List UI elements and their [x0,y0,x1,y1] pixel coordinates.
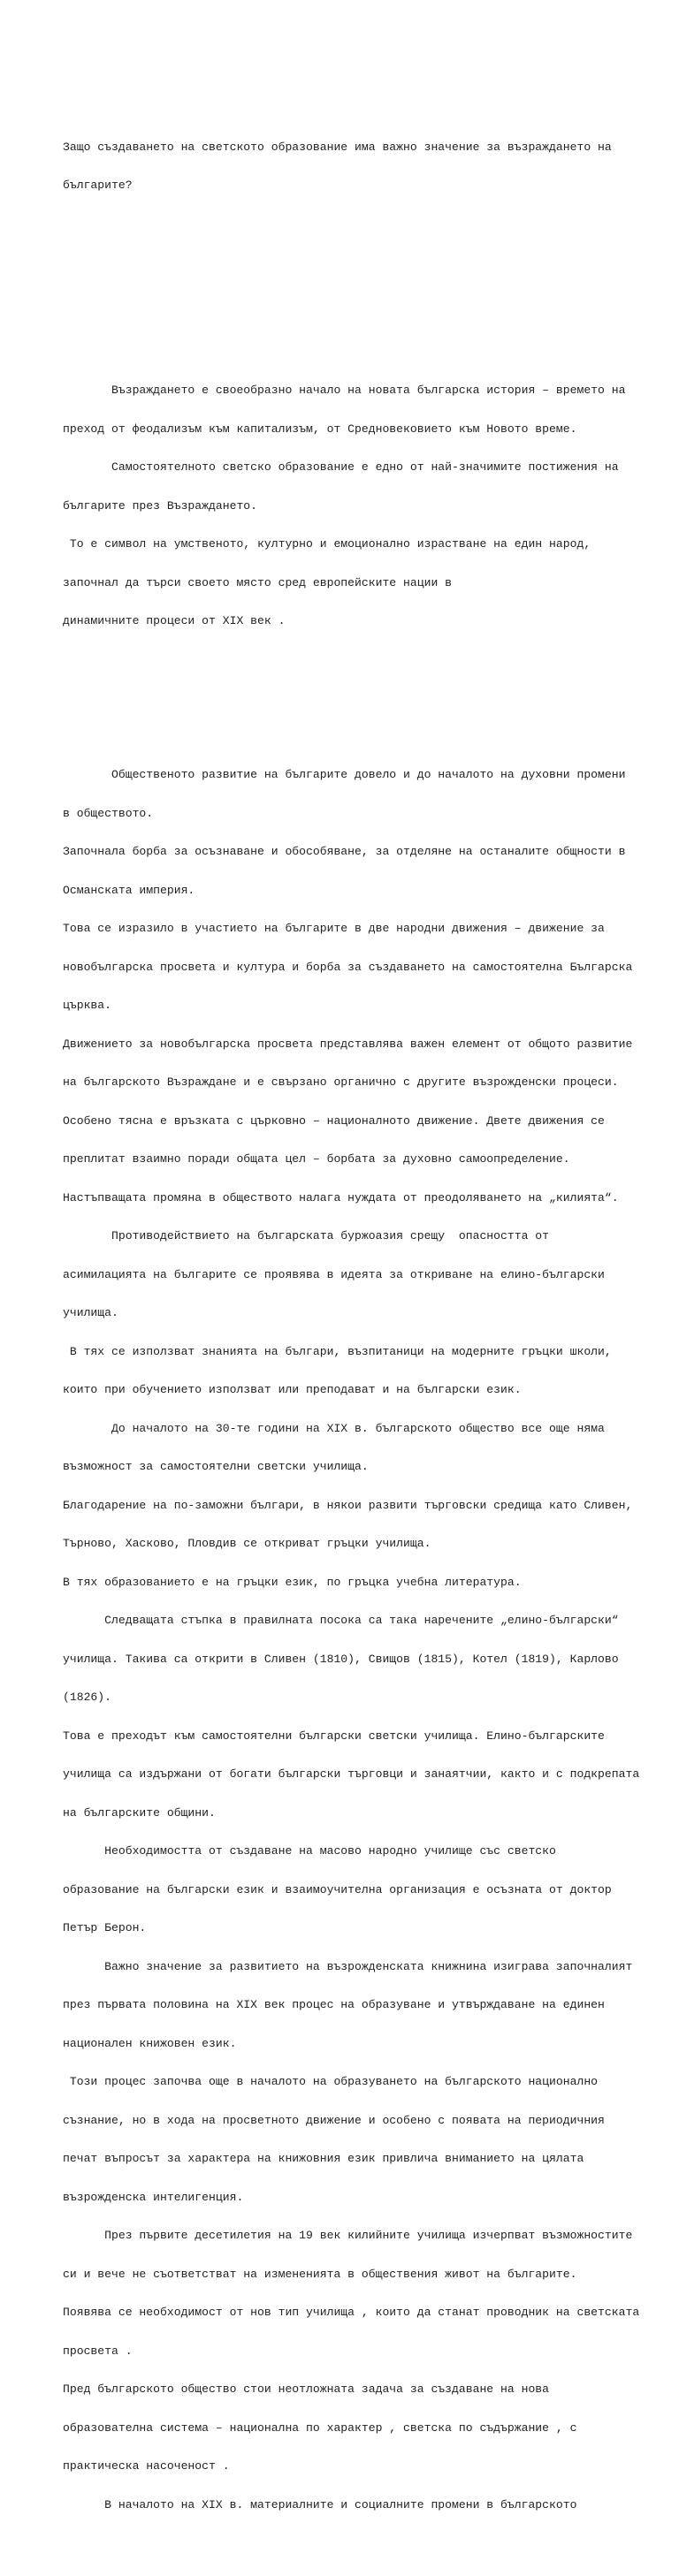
text-line: Движението за новобългарска просвета представлява важен елемент от общото развитие [63,1037,633,1051]
text-line: Възраждането е своеобразно начало на новата българска история – времето на [63,384,626,397]
text-line: преплитат взаимно поради общата цел – борбата за духовно самоопределение. [63,1152,570,1166]
text-line: образование на български език и взаимоучителна организация е осъзната от доктор [63,1882,612,1896]
text-line: възрожденска интелигенция. [63,2190,244,2204]
text-line: Самостоятелното светско образование е едно от най-значимите постижения на [63,460,619,474]
text-line: просвета . [63,2344,133,2358]
text-line: Особено тясна е връзката с църковно – националното движение. Двете движения се [63,1113,605,1128]
text-line: В тях образованието е на гръцки език, по гръцка учебна литература. [63,1575,522,1589]
text-line: съзнание, но в хода на просветното движение и особено с появата на периодичния [63,2113,605,2127]
document-body [63,77,640,2576]
text-line: асимилацията на българите се проявява в идеята за откриване на елино-български [63,1267,605,1281]
text-line: (1826). [63,1691,112,1704]
paragraph-intro [63,359,626,654]
text-line: на българските общини. [63,1805,216,1820]
text-line: църква. [63,999,112,1012]
spacer [63,692,620,705]
text-line: през първата половина на XIX век процес на образуване и утвърждаване на единен [63,1998,605,2011]
text-line: българите? [63,179,133,192]
text-line: на българското Възраждане и е свързано органично с другите възрожденски процеси. [63,1075,619,1089]
text-line: В началото на XIX в. материалните и социалните промени в българското [63,2497,577,2511]
text-line: Търново, Хасково, Пловдив се откриват гръцки училища. [63,1537,431,1550]
text-line: Започнала борба за осъзнаване и обособяване, за отделяне на останалите общности в [63,845,626,858]
text-line: българите през Възраждането. [63,498,258,513]
text-line: Настъпващата промяна в обществото налага нуждата от преодоляването на „килията“. [63,1190,619,1204]
text-line: Общественото развитие на българите довело и до началото на духовни промени [63,768,626,781]
text-line: Важно значение за развитието на възрожденската книжнина изиграва започналият [63,1959,633,1973]
text-line: Противодействието на българската буржоазия срещу опасността от [63,1229,550,1242]
text-line: които при обучението използват или преподават и на български език. [63,1383,522,1396]
text-line: Необходимостта от създаване на масово народно училище със светско [63,1844,556,1858]
text-line: В тях се използват знанията на българи, възпитаници на модерните гръцки школи, [63,1344,612,1358]
text-line: училища. Такива са открити в Сливен (1810), Свищов (1815), Котел (1819), Карлово [63,1652,619,1666]
text-line: новобългарска просвета и култура и борба за създаването на самостоятелна Българска [63,960,633,974]
text-line: Това е преходът към самостоятелни български светски училища. Елино-българските [63,1729,605,1743]
text-line: практическа насоченост . [63,2459,230,2473]
spacer [63,308,620,321]
text-line: Османската империя. [63,883,195,897]
text-line: Този процес започва още в началото на образуването на българското национално [63,2075,599,2088]
text-line: До началото на 30-те години на XIX в. българското общество все още няма [63,1421,605,1435]
text-line: национален книжовен език. [63,2036,237,2050]
text-line: училища са издържани от богати български търговци и занаятчии, както и с подкрепата [63,1767,640,1781]
text-line: Благодарение на по-заможни българи, в някои развити търговски средища като Сливен, [63,1498,633,1512]
text-line: Петър Берон. [63,1921,147,1934]
text-line: започнал да търси своето място сред европейските нации в [63,575,453,589]
text-line: динамичните процеси от XIX век . [63,614,286,627]
question-heading [63,116,620,218]
text-line: печат въпросът за характера на книжовния език привлича вниманието на цялата [63,2152,584,2165]
text-line: То е символ на умственото, културно и емоционално израстване на един народ, [63,537,591,551]
spacer [63,256,620,282]
text-line: преход от феодализъм към капитализъм, от Средновековието към Новото време. [63,422,577,436]
text-line: През първите десетилетия на 19 век килийните училища изчерпват възможностите [63,2229,633,2242]
text-line: образователна система – национална по характер , светска по съдържание , с [63,2420,577,2435]
text-line: училища. [63,1306,118,1319]
text-line: Това се изразило в участието на българите в две народни движения – движение за [63,922,605,935]
text-line: в обществото. [63,806,154,820]
paragraph-body [63,743,640,2537]
text-line: си и вече не съответстват на измененията в обществения живот на българите. [63,2267,577,2281]
text-line: Появява се необходимост от нов тип училища , които да станат проводник на светската [63,2306,640,2319]
text-line: Пред българското общество стои неотложната задача за създаване на нова [63,2382,550,2396]
text-line: Следващата стъпка в правилната посока са така наречените „елино-български“ [63,1614,619,1627]
text-line: възможност за самостоятелни светски училища. [63,1460,369,1473]
text-line: Защо създаването на светското образование има важно значение за възраждането на [63,140,612,154]
